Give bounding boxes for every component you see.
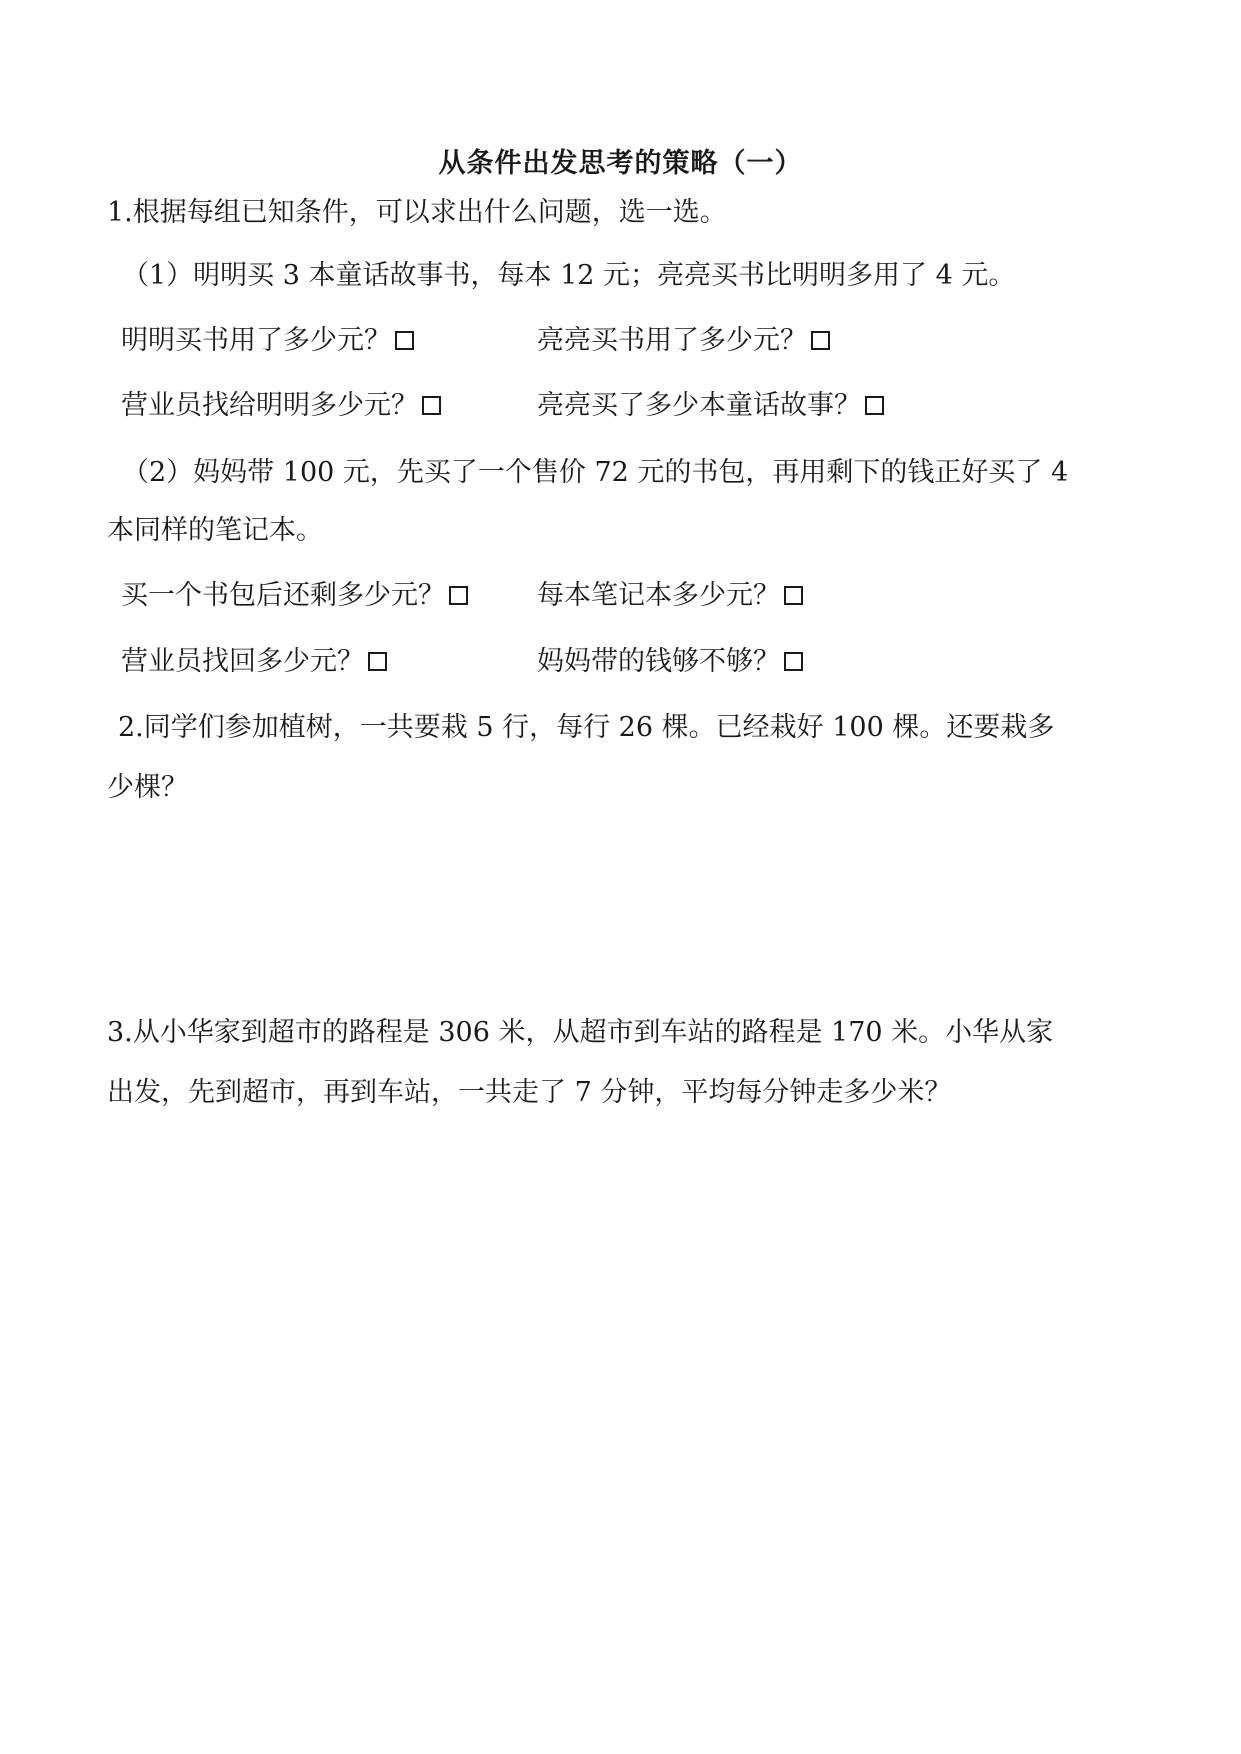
answer-checkbox[interactable]: [865, 396, 884, 415]
option-1-1-b: [537, 324, 830, 358]
question-2-line-2: 少棵？: [107, 772, 188, 803]
option-label: 营业员找给明明多少元？: [121, 390, 418, 421]
option-label: 明明买书用了多少元？: [121, 325, 391, 356]
page-title: 从条件出发思考的策略（一）: [438, 148, 803, 179]
option-1-2-d: [537, 645, 803, 679]
option-label: 买一个书包后还剩多少元？: [121, 580, 445, 611]
option-label: 营业员找回多少元？: [121, 646, 364, 677]
question-3-line-1: 3.从小华家到超市的路程是 306 米，从超市到车站的路程是 170 米。小华从家: [107, 1017, 1054, 1048]
answer-checkbox[interactable]: [368, 652, 387, 671]
option-label: 亮亮买了多少本童话故事？: [537, 390, 861, 421]
answer-checkbox[interactable]: [784, 652, 803, 671]
option-1-2-b: [537, 579, 803, 613]
answer-checkbox[interactable]: [811, 331, 830, 350]
option-label: 亮亮买书用了多少元？: [537, 325, 807, 356]
question-1-part-2-condition-line-1: （2）妈妈带 100 元，先买了一个售价 72 元的书包，再用剩下的钱正好买了 4: [122, 457, 1069, 488]
option-1-2-a: [121, 579, 468, 613]
answer-checkbox[interactable]: [395, 331, 414, 350]
question-2-line-1: 2.同学们参加植树，一共要栽 5 行，每行 26 棵。已经栽好 100 棵。还要栽多: [118, 712, 1055, 743]
option-label: 妈妈带的钱够不够？: [537, 646, 780, 677]
option-1-2-c: [121, 645, 387, 679]
option-1-1-c: [121, 389, 441, 423]
question-1-stem: 1.根据每组已知条件，可以求出什么问题，选一选。: [107, 197, 727, 228]
question-1-part-2-condition-line-2: 本同样的笔记本。: [107, 515, 323, 546]
answer-checkbox[interactable]: [449, 586, 468, 605]
option-label: 每本笔记本多少元？: [537, 580, 780, 611]
answer-checkbox[interactable]: [784, 586, 803, 605]
option-1-1-d: [537, 389, 884, 423]
answer-checkbox[interactable]: [422, 396, 441, 415]
option-1-1-a: [121, 324, 414, 358]
question-3-line-2: 出发，先到超市，再到车站，一共走了 7 分钟，平均每分钟走多少米？: [107, 1077, 952, 1108]
question-1-part-1-condition: （1）明明买 3 本童话故事书，每本 12 元；亮亮买书比明明多用了 4 元。: [122, 260, 1016, 291]
